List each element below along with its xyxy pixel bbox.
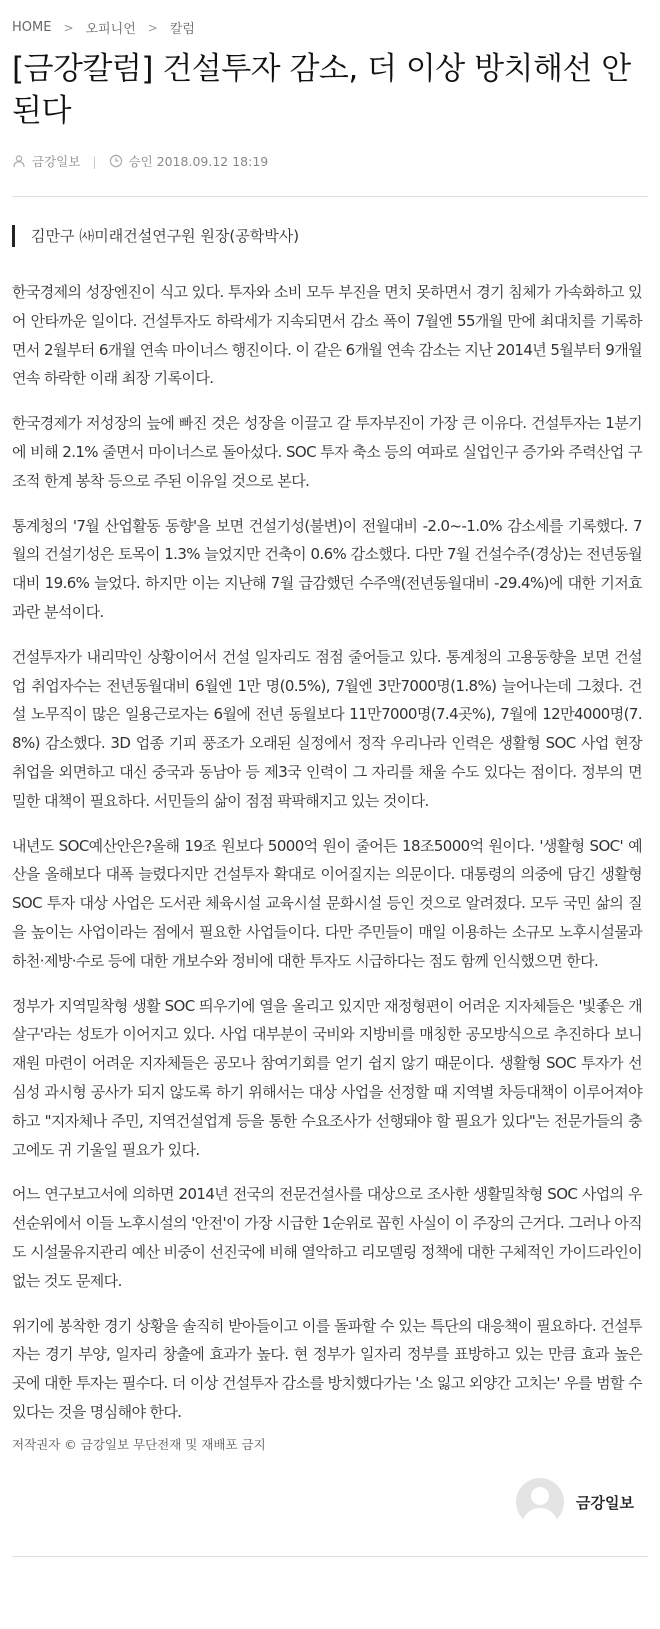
- copyright-notice: 저작권자 © 금강일보 무단전재 및 재배포 금지: [12, 1437, 266, 1452]
- person-icon: [12, 154, 26, 168]
- breadcrumb: [12, 18, 195, 37]
- breadcrumb-separator-icon: >: [147, 20, 158, 35]
- breadcrumb-opinion[interactable]: 오피니언: [85, 22, 136, 37]
- article-title: [금강칼럼] 건설투자 감소, 더 이상 방치해선 안 된다: [12, 51, 631, 129]
- author-name[interactable]: 금강일보: [576, 1493, 634, 1512]
- article-paragraph: 한국경제의 성장엔진이 식고 있다. 투자와 소비 모두 부진을 면치 못하면서 경기 침체가 가속화하고 있어 안타까운 일이다. 건설투자도 하락세가 지속되면서 감소 폭이 7월엔 55개월 만에 최대치를 기록하면서 2월부터 6개월 연속 마이너스 행진이다. 이 같은 6개월 연속 감소는 지난 2014년 5월부터 9개월 연속 하락한 이래 최장 기록이다.: [12, 283, 642, 388]
- article-paragraph: 어느 연구보고서에 의하면 2014년 전국의 전문건설사를 대상으로 조사한 생활밀착형 SOC 사업의 우선순위에서 이들 노후시설의 '안전'이 가장 시급한 1순위로 꼽힌 사실이 이 주장의 근거다. 그러나 아직도 시설물유지관리 예산 비중이 선진국에 비해 열악하고 리모델링 정책에 대한 구체적인 가이드라인이 없는 것도 문제다.: [12, 1185, 642, 1290]
- article-paragraph: 한국경제가 저성장의 늪에 빠진 것은 성장을 이끌고 갈 투자부진이 가장 큰 이유다. 건설투자는 1분기에 비해 2.1% 줄면서 마이너스로 돌아섰다. SOC 투자 축소 등의 여파로 실업인구 증가와 주력산업 구조적 한계 봉착 등으로 주된 이유일 것으로 본다.: [12, 414, 642, 490]
- breadcrumb-home[interactable]: HOME: [12, 20, 52, 35]
- article-paragraph: 건설투자가 내리막인 상황이어서 건설 일자리도 점점 줄어들고 있다. 통계청의 고용동향을 보면 건설업 취업자수는 전년동월대비 6월엔 1만 명(0.5%), 7월엔 3만7000명(1.8%) 늘어나는데 그쳤다. 건설 노무직이 많은 일용근로자는 6월에 전년 동월보다 11만7000명(7.4곳%), 7월에 12만4000명(7.8%) 감소했다. 3D 업종 기피 풍조가 오래된 실정에서 정작 우리나라 인력은 생활형 SOC 사업 현장 취업을 외면하고 대신 중국과 동남아 등 제3국 인력이 그 자리를 채울 수도 있다는 점이다. 정부의 면밀한 대책이 필요하다. 서민들의 삶이 점점 팍팍해지고 있는 것이다.: [12, 647, 642, 810]
- article-paragraph: 정부가 지역밀착형 생활 SOC 띄우기에 열을 올리고 있지만 재정형편이 어려운 지자체들은 '빛좋은 개살구'라는 성토가 이어지고 있다. 사업 대부분이 국비와 지방비를 매칭한 공모방식으로 추진하다 보니 재원 마련이 어려운 지자체들은 공모나 참여기회를 얻기 쉽지 않기 때문이다. 생활형 SOC 투자가 선심성 과시형 공사가 되지 않도록 하기 위해서는 대상 사업을 선정할 때 지역별 차등대책이 이루어져야 하고 "지자체나 주민, 지역건설업계 등을 통한 수요조사가 선행돼야 할 필요가 있다"는 전문가들의 충고에도 귀 기울일 필요가 있다.: [12, 996, 642, 1159]
- article-byline: 김만구 ㈔미래건설연구원 원장(공학박사): [12, 225, 299, 247]
- article-paragraph: 위기에 봉착한 경기 상황을 솔직히 받아들이고 이를 돌파할 수 있는 특단의 대응책이 필요하다. 건설투자는 경기 부양, 일자리 창출에 효과가 높다. 현 정부가 일자리 정부를 표방하고 있는 만큼 효과 높은 곳에 대한 투자는 필수다. 더 이상 건설투자 감소를 방치했다가는 '소 잃고 외양간 고치는' 우를 범할 수 있다는 것을 명심해야 한다.: [12, 1316, 642, 1421]
- article-paragraph: 통계청의 '7월 산업활동 동향'을 보면 건설기성(불변)이 전월대비 -2.0~-1.0% 감소세를 기록했다. 7월의 건설기성은 토목이 1.3% 늘었지만 건축이 0.6% 감소했다. 다만 7월 건설수주(경상)는 전년동월대비 19.6% 늘었다. 하지만 이는 지난해 7월 급감했던 수주액(전년동월대비 -29.4%)에 대한 기저효과란 분석이다.: [12, 516, 642, 621]
- footer-divider: [12, 1556, 648, 1557]
- breadcrumb-column[interactable]: 칼럼: [169, 22, 195, 37]
- article-approved-date: 승인 2018.09.12 18:19: [128, 154, 269, 169]
- article-publisher[interactable]: 금강일보: [32, 154, 81, 169]
- article-body: [12, 278, 642, 1443]
- author-box[interactable]: [516, 1478, 634, 1526]
- article-meta: [12, 152, 268, 170]
- clock-icon: [109, 154, 123, 168]
- header-divider: [12, 196, 648, 197]
- user-avatar-icon: [516, 1478, 564, 1526]
- article-paragraph: 내년도 SOC예산안은?올해 19조 원보다 5000억 원이 줄어든 18조5000억 원이다. '생활형 SOC' 예산을 올해보다 대폭 늘렸다지만 건설투자 확대로 이어질지는 의문이다. 대통령의 의중에 담긴 생활형 SOC 투자 대상 사업은 도서관 체육시설 교육시설 문화시설 등인 것으로 알려졌다. 모두 국민 삶의 질을 높이는 사업이라는 점에서 필요한 사업들이다. 다만 주민들이 매일 이용하는 소규모 노후시설물과 하천·제방·수로 등에 대한 개보수와 정비에 대한 투자도 시급하다는 점도 함께 인식했으면 한다.: [12, 836, 642, 970]
- breadcrumb-separator-icon: >: [63, 20, 74, 35]
- meta-divider: |: [92, 153, 97, 169]
